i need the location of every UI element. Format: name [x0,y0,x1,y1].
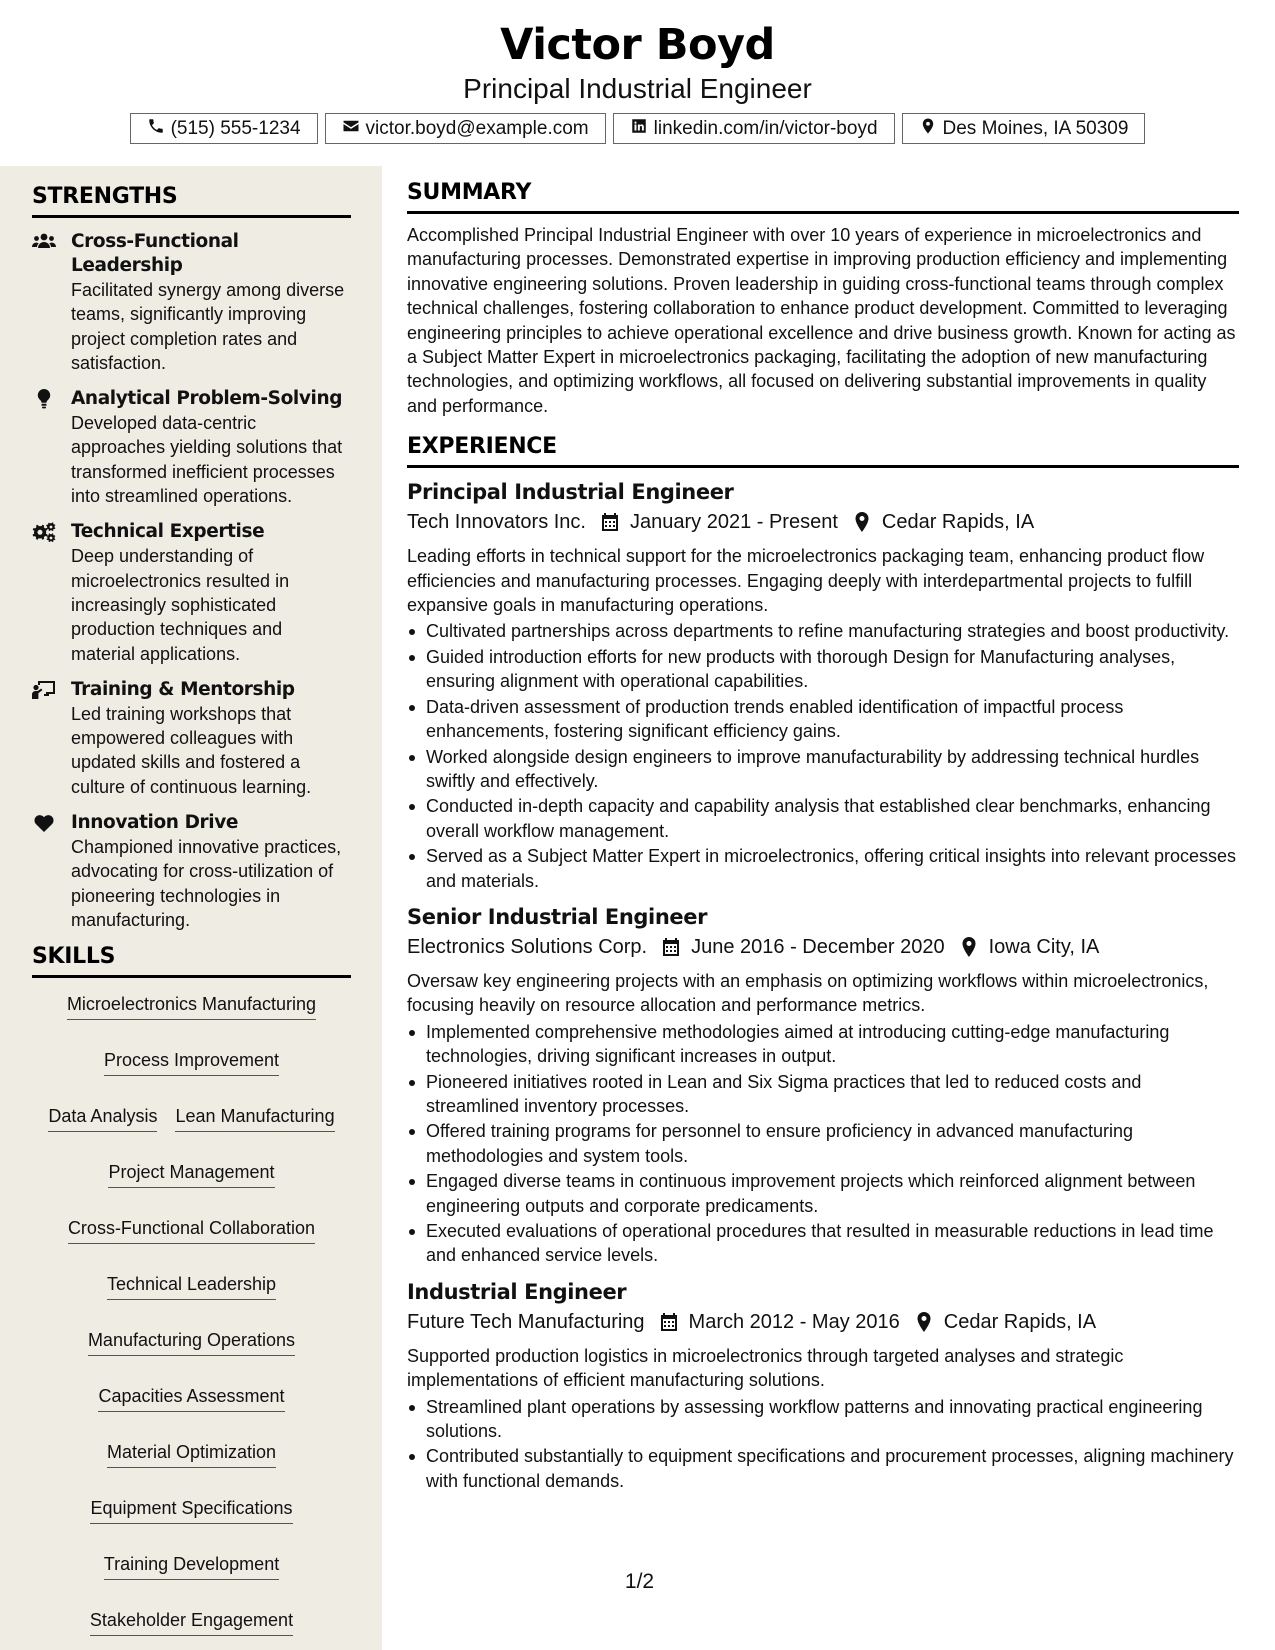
skills-heading: SKILLS [32,944,351,978]
job-bullets [407,1395,1239,1494]
job-title: Principal Industrial Engineer [407,480,734,505]
job-location: Cedar Rapids, IA [881,511,1035,534]
strength-item [32,678,351,799]
job-bullets [407,619,1239,892]
strength-title: Cross-Functional Leadership [71,231,239,276]
users-icon [32,232,56,252]
calendar-icon [600,512,620,532]
job-company: Future Tech Manufacturing [407,1310,645,1333]
strength-desc: Championed innovative practices, advocating for cross-utilization of pioneering technologies in manufacturing. [71,837,342,930]
heart-icon [32,813,56,833]
page-number-text: 1/2 [624,1570,655,1593]
skill-tag: Manufacturing Operations [88,1328,295,1356]
lightbulb-icon [32,389,56,409]
strength-item [32,520,351,665]
strengths-section [32,184,351,932]
bullet-item: Engaged diverse teams in continuous improvement projects which reinforced alignment between engineering outputs and corporate predicaments. [407,1169,1239,1218]
map-pin-icon [914,1312,934,1332]
bullet-item: Executed evaluations of operational procedures that resulted in measurable reductions in lead time and enhanced service levels. [407,1219,1239,1268]
main-content [407,180,1239,1493]
job-title: Senior Industrial Engineer [407,904,708,929]
job-company: Electronics Solutions Corp. [407,935,648,958]
bullet-item: Pioneered initiatives rooted in Lean and Six Sigma practices that led to reduced costs and streamlined inventory processes. [407,1070,1239,1119]
job-entry [407,478,1239,893]
candidate-name: Victor Boyd [500,20,775,70]
calendar-icon [661,937,681,957]
summary-text: Accomplished Principal Industrial Engineer with over 10 years of experience in microelectronics and manufacturing processes. Demonstrated expertise in improving production efficiency and implementing innovative engineering solutions. Proven leadership in guiding cross-functional teams through complex technical challenges, fostering collaboration to enhance product development. Committed to leveraging engineering principles to achieve operational excellence and drive business growth. Known for acting as a Subject Matter Expert in microelectronics packaging, facilitating the adoption of new manufacturing technologies, and optimizing workflows, all focused on delivering substantial improvements in quality and performance. [407,225,1236,416]
map-pin-icon [919,117,937,141]
experience-heading: EXPERIENCE [407,434,1239,468]
strength-title: Analytical Problem-Solving [71,388,343,410]
strength-desc: Facilitated synergy among diverse teams, significantly improving project completion rates and satisfaction. [71,280,345,373]
strength-title: Innovation Drive [71,812,239,834]
candidate-title: Principal Industrial Engineer [463,73,812,104]
phone-text: (515) 555-1234 [170,117,301,139]
skill-tag: Material Optimization [107,1440,276,1468]
skills-section [32,944,351,1636]
phone-icon [147,117,165,141]
strength-desc: Developed data-centric approaches yielding solutions that transformed inefficient processes into streamlined operations. [71,413,343,507]
job-meta [407,933,1239,961]
bullet-item: Guided introduction efforts for new products with thorough Design for Manufacturing analyses, ensuring alignment with operational capabilities. [407,645,1239,694]
skill-tag: Project Management [108,1160,274,1188]
strength-item [32,811,351,932]
bullet-item: Cultivated partnerships across departments to refine manufacturing strategies and boost productivity. [407,619,1239,643]
strength-desc: Deep understanding of microelectronics resulted in increasingly sophisticated production techniques and material applications. [71,546,290,664]
skill-tag: Lean Manufacturing [175,1104,334,1132]
skill-tag: Data Analysis [48,1104,157,1132]
job-bullets [407,1020,1239,1268]
gears-icon [32,522,56,542]
job-dates: June 2016 - December 2020 [691,935,945,958]
job-title: Industrial Engineer [407,1279,627,1304]
job-meta [407,1308,1239,1336]
strength-title: Training & Mentorship [71,678,295,700]
job-description: Oversaw key engineering projects with an emphasis on optimizing workflows within microelectronics, focusing heavily on resource allocation and performance metrics. [407,970,1209,1016]
contact-email[interactable] [325,113,606,144]
skill-tag: Process Improvement [104,1048,279,1076]
strength-desc: Led training workshops that empowered colleagues with updated skills and fostered a culture of continuous learning. [71,703,312,797]
skill-tag: Equipment Specifications [90,1496,292,1524]
bullet-item: Data-driven assessment of production trends enabled identification of impactful process enhancements, fostering significant efficiency gains. [407,695,1239,744]
map-pin-icon [959,937,979,957]
email-text: victor.boyd@example.com [365,117,589,139]
linkedin-icon [630,117,648,141]
bullet-item: Streamlined plant operations by assessing workflow patterns and innovating practical engineering solutions. [407,1395,1239,1444]
strength-item [32,387,351,508]
strengths-heading: STRENGTHS [32,184,351,218]
job-dates: March 2012 - May 2016 [688,1310,900,1333]
job-location: Cedar Rapids, IA [943,1310,1097,1333]
bullet-item: Worked alongside design engineers to improve manufacturability by addressing technical hurdles swiftly and effectively. [407,745,1239,794]
job-description: Leading efforts in technical support for the microelectronics packaging team, enhancing product flow efficiencies and manufacturing processes. Engaging deeply with interdepartmental projects to fulfill expansive goals in manufacturing operations. [407,546,1205,616]
calendar-icon [659,1312,679,1332]
skill-tag: Technical Leadership [107,1272,276,1300]
bullet-item: Served as a Subject Matter Expert in microelectronics, offering critical insights into relevant processes and materials. [407,844,1239,893]
sidebar [0,166,382,1650]
skill-tag: Microelectronics Manufacturing [67,992,316,1020]
skill-tag: Cross-Functional Collaboration [68,1216,315,1244]
bullet-item: Implemented comprehensive methodologies aimed at introducing cutting-edge manufacturing technologies, driving significant increases in output. [407,1020,1239,1069]
skills-list [32,992,351,1636]
contact-linkedin[interactable] [613,113,895,144]
teacher-icon [32,680,56,700]
job-dates: January 2021 - Present [629,511,838,534]
job-meta [407,508,1239,536]
bullet-item: Offered training programs for personnel to ensure proficiency in advanced manufacturing methodologies and system tools. [407,1119,1239,1168]
summary-heading: SUMMARY [407,180,1239,214]
job-entry [407,1278,1239,1493]
strength-item [32,230,351,375]
bullet-item: Conducted in-depth capacity and capability analysis that established clear benchmarks, enhancing overall workflow management. [407,794,1239,843]
skill-tag: Stakeholder Engagement [90,1608,293,1636]
bullet-item: Contributed substantially to equipment specifications and procurement processes, aligning machinery with functional demands. [407,1444,1239,1493]
resume-header [0,0,1275,166]
strength-title: Technical Expertise [71,521,265,543]
job-location: Iowa City, IA [988,935,1100,958]
skill-tag: Training Development [104,1552,279,1580]
job-description: Supported production logistics in microelectronics through targeted analyses and strategic implementations of efficient manufacturing solutions. [407,1345,1124,1391]
page-number [0,1570,1275,1594]
contact-location[interactable] [902,113,1146,144]
location-text: Des Moines, IA 50309 [942,117,1129,139]
job-company: Tech Innovators Inc. [407,511,586,534]
contact-bar [0,113,1275,144]
skill-tag: Capacities Assessment [98,1384,284,1412]
contact-phone[interactable] [130,113,318,144]
linkedin-text: linkedin.com/in/victor-boyd [653,117,878,139]
envelope-icon [342,117,360,141]
job-entry [407,903,1239,1268]
map-pin-icon [852,512,872,532]
